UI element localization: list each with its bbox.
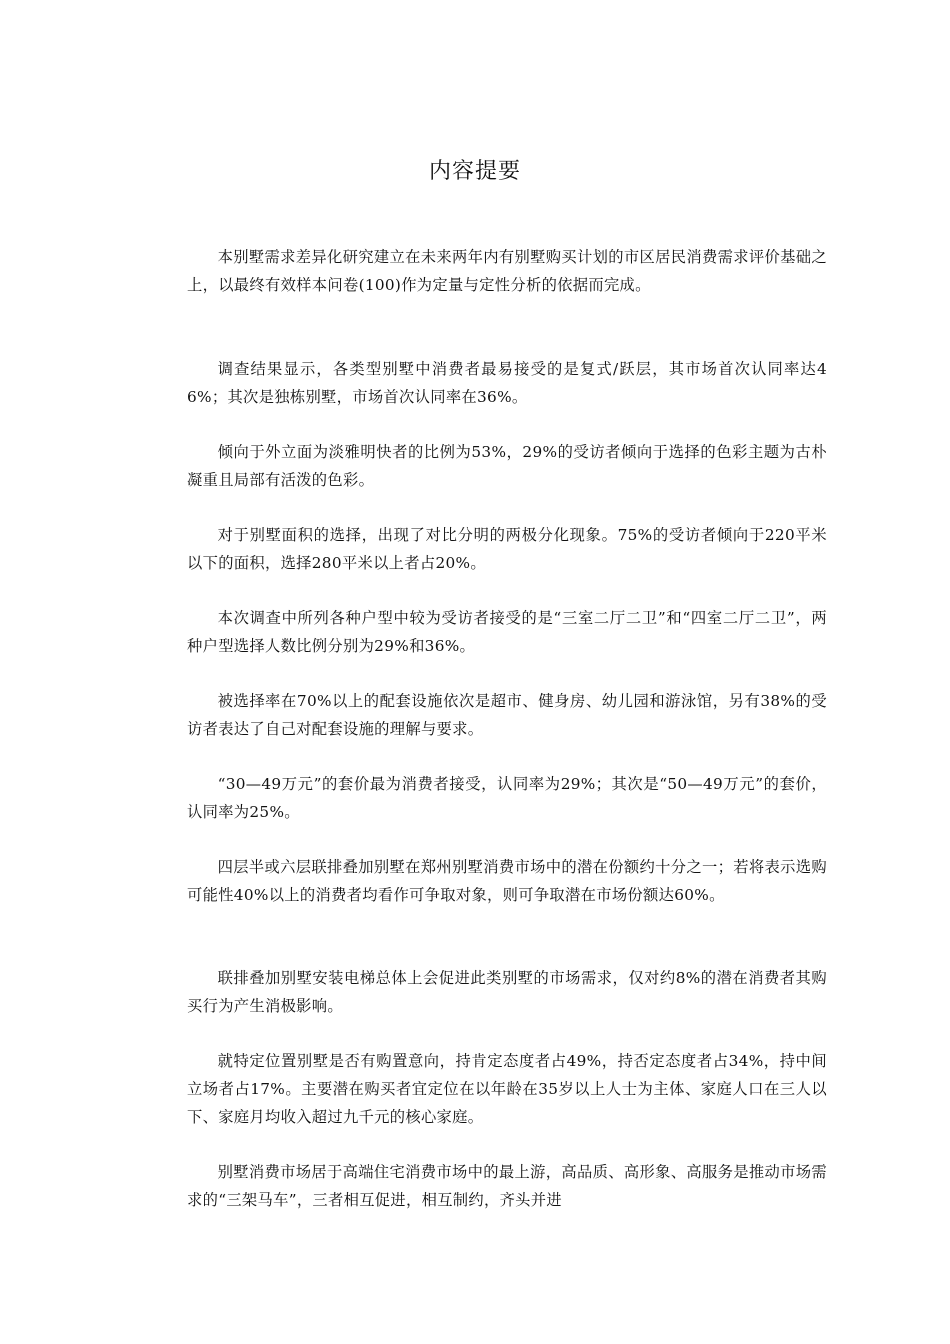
paragraph-room-layout: 本次调查中所列各种户型中较为受访者接受的是“三室二厅二卫”和“四室二厅二卫”，两种户型选择人数比例分别为29%和36%。 bbox=[187, 609, 827, 655]
paragraph-elevator: 联排叠加别墅安装电梯总体上会促进此类别墅的市场需求，仅对约8%的潜在消费者其购买行为产生消极影响。 bbox=[187, 969, 827, 1015]
page-title: 内容提要 bbox=[428, 159, 521, 184]
paragraph-facilities: 被选择率在70%以上的配套设施依次是超市、健身房、幼儿园和游泳馆，另有38%的受访者表达了自己对配套设施的理解与要求。 bbox=[187, 692, 827, 738]
paragraph-market-share: 四层半或六层联排叠加别墅在郑州别墅消费市场中的潜在份额约十分之一；若将表示选购可能性40%以上的消费者均看作可争取对象，则可争取潜在市场份额达60%。 bbox=[187, 858, 827, 904]
paragraph-study-basis: 本别墅需求差异化研究建立在未来两年内有别墅购买计划的市区居民消费需求评价基础之上，以最终有效样本问卷(100)作为定量与定性分析的依据而完成。 bbox=[187, 248, 827, 294]
paragraph-purchase-intention: 就特定位置别墅是否有购置意向，持肯定态度者占49%，持否定态度者占34%，持中间立场者占17%。主要潜在购买者宜定位在以年龄在35岁以上人士为主体、家庭人口在三人以下、家庭月均收入超过九千元的核心家庭。 bbox=[187, 1052, 827, 1126]
paragraph-facade-color: 倾向于外立面为淡雅明快者的比例为53%，29%的受访者倾向于选择的色彩主题为古朴凝重且局部有活泼的色彩。 bbox=[187, 443, 827, 489]
paragraph-price: “30—49万元”的套价最为消费者接受，认同率为29%；其次是“50—49万元”的套价，认同率为25%。 bbox=[187, 775, 827, 821]
paragraph-market-position: 别墅消费市场居于高端住宅消费市场中的最上游，高品质、高形象、高服务是推动市场需求的“三架马车”，三者相互促进，相互制约，齐头并进 bbox=[187, 1163, 827, 1209]
paragraph-villa-type: 调查结果显示，各类型别墅中消费者最易接受的是复式/跃层，其市场首次认同率达46%；其次是独栋别墅，市场首次认同率在36%。 bbox=[187, 360, 827, 406]
paragraph-area-choice: 对于别墅面积的选择，出现了对比分明的两极分化现象。75%的受访者倾向于220平米以下的面积，选择280平米以上者占20%。 bbox=[187, 526, 827, 572]
